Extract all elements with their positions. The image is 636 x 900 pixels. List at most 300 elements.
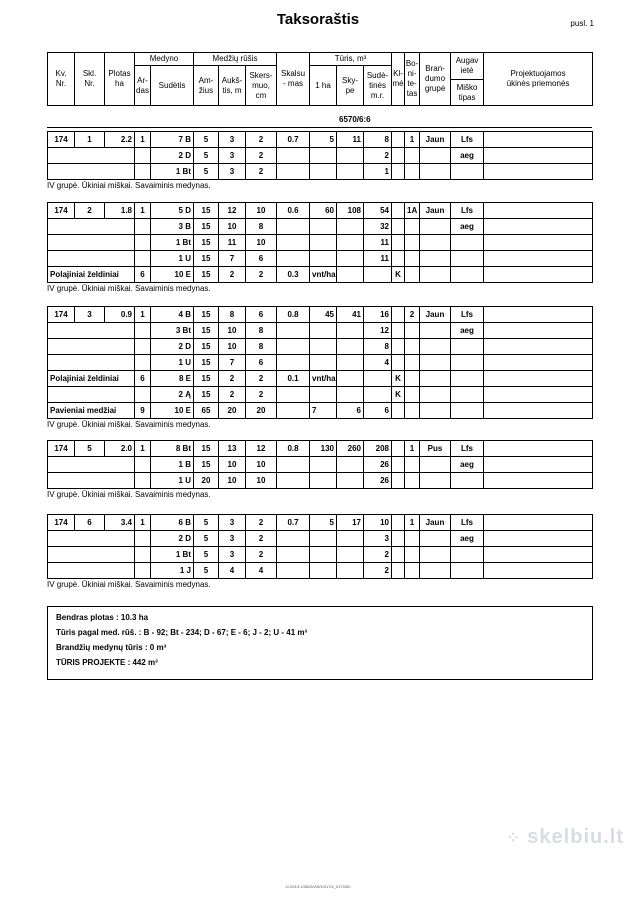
table-cell: 1 Bt [151, 164, 194, 180]
table-cell [310, 531, 337, 547]
table-cell: 1 [135, 132, 151, 148]
table-cell [392, 403, 405, 419]
table-cell [451, 387, 484, 403]
table-cell [392, 235, 405, 251]
table-cell: 7 [219, 355, 246, 371]
table-cell: 8 [246, 339, 277, 355]
table-cell [420, 531, 451, 547]
table-cell: 5 [75, 441, 105, 457]
table-cell [337, 457, 364, 473]
table-cell: 11 [364, 251, 392, 267]
table-cell [310, 251, 337, 267]
table-cell: 1 J [151, 563, 194, 579]
table-cell [420, 547, 451, 563]
table-cell [337, 531, 364, 547]
table-cell [277, 563, 310, 579]
table-cell [392, 203, 405, 219]
table-cell: Lfs [451, 441, 484, 457]
table-cell: 6 [246, 251, 277, 267]
table-cell: 2 D [151, 148, 194, 164]
table-cell [310, 219, 337, 235]
table-cell [277, 323, 310, 339]
table-cell [392, 457, 405, 473]
table-cell [484, 203, 593, 219]
table-cell: 174 [48, 203, 75, 219]
table-cell [484, 371, 593, 387]
table-cell [451, 355, 484, 371]
table-cell: 0.7 [277, 515, 310, 531]
table-row [48, 203, 593, 219]
table-cell: 3 [219, 148, 246, 164]
table-row [48, 148, 593, 164]
header-turis-sudetines: Sudė- tinės m.r. [364, 66, 392, 106]
footer-code: 2/-0213-1/0625/2/6/10/17/1_0170/52 [285, 884, 351, 889]
table-cell [420, 219, 451, 235]
table-cell [405, 531, 420, 547]
table-cell: 2 [219, 387, 246, 403]
table-cell [277, 457, 310, 473]
table-cell: 41 [337, 307, 364, 323]
table-cell [135, 531, 151, 547]
table-cell [451, 403, 484, 419]
table-cell: 0.8 [277, 441, 310, 457]
table-cell [392, 148, 405, 164]
table-cell [48, 339, 135, 355]
header-ardas: Ar- das [135, 66, 151, 106]
table-cell: K [392, 387, 405, 403]
table-cell: 8 [246, 219, 277, 235]
summary-total-area: Bendras plotas : 10.3 ha [56, 613, 149, 622]
table-cell: 6 [246, 307, 277, 323]
table-cell: 260 [337, 441, 364, 457]
table-cell: 15 [194, 355, 219, 371]
group-note: IV grupė. Ūkiniai miškai. Savaiminis medynas. [47, 181, 211, 190]
table-cell: 5 [310, 132, 337, 148]
table-cell [484, 267, 593, 283]
table-cell: 208 [364, 441, 392, 457]
table-cell: 6 [364, 403, 392, 419]
header-turis: Tūris, m³ [310, 53, 392, 66]
group-note: IV grupė. Ūkiniai miškai. Savaiminis medynas. [47, 284, 211, 293]
table-cell: 10 [219, 323, 246, 339]
table-cell [337, 323, 364, 339]
header-amzius: Am- žius [194, 66, 219, 106]
table-cell [392, 355, 405, 371]
table-cell: vnt/ha [310, 267, 337, 283]
table-cell: Polajiniai želdiniai [48, 371, 135, 387]
table-cell: 8 E [151, 371, 194, 387]
table-cell [484, 387, 593, 403]
table-cell: 4 [219, 563, 246, 579]
table-row [48, 457, 593, 473]
table-cell [420, 251, 451, 267]
table-cell: 15 [194, 441, 219, 457]
table-cell: 0.8 [277, 307, 310, 323]
table-cell: 8 Bt [151, 441, 194, 457]
table-cell [451, 371, 484, 387]
header-skersmuo: Skers- muo, cm [246, 66, 277, 106]
table-cell [135, 148, 151, 164]
table-cell: 12 [246, 441, 277, 457]
table-cell [484, 355, 593, 371]
table-cell [451, 563, 484, 579]
table-cell [420, 473, 451, 489]
table-cell [392, 441, 405, 457]
table-cell: Jaun [420, 307, 451, 323]
table-cell [135, 457, 151, 473]
table-cell: 20 [219, 403, 246, 419]
header-augaviete: Augav ietė [451, 53, 484, 80]
table-cell [484, 235, 593, 251]
header-priemones: Projektuojamos ūkinės priemonės [484, 53, 593, 106]
table-row [48, 219, 593, 235]
table-cell: 45 [310, 307, 337, 323]
header-bonitetas: Bo- ni- te- tas [405, 53, 420, 106]
table-cell: aeg [451, 323, 484, 339]
table-cell: Polajiniai želdiniai [48, 267, 135, 283]
table-cell [48, 355, 135, 371]
table-cell: 3 [219, 164, 246, 180]
table-row [48, 307, 593, 323]
table-cell: 174 [48, 307, 75, 323]
table-cell: 10 [246, 203, 277, 219]
header-aukstis: Aukš- tis, m [219, 66, 246, 106]
table-cell: 10 [219, 473, 246, 489]
table-cell [420, 235, 451, 251]
table-cell [484, 441, 593, 457]
table-cell: 54 [364, 203, 392, 219]
table-cell: 174 [48, 441, 75, 457]
page-title: Taksoraštis [276, 11, 360, 28]
table-cell [484, 339, 593, 355]
table-cell: 1 U [151, 473, 194, 489]
table-cell: 15 [194, 251, 219, 267]
table-cell [484, 403, 593, 419]
watermark-logo [506, 826, 624, 849]
table-cell: 65 [194, 403, 219, 419]
table-cell: 5 [194, 547, 219, 563]
table-cell [337, 547, 364, 563]
table-cell [405, 267, 420, 283]
table-cell: 12 [364, 323, 392, 339]
table-cell: 174 [48, 515, 75, 531]
table-cell: 15 [194, 203, 219, 219]
table-cell: 10 [219, 457, 246, 473]
stand-table [47, 306, 593, 419]
table-cell [135, 387, 151, 403]
table-cell: 0.9 [105, 307, 135, 323]
table-cell: 3 [219, 547, 246, 563]
table-row [48, 267, 593, 283]
table-cell [48, 387, 135, 403]
header-turis-1ha: 1 ha [310, 66, 337, 106]
table-cell: 2 [246, 267, 277, 283]
table-cell [135, 323, 151, 339]
table-cell [310, 323, 337, 339]
table-cell [405, 164, 420, 180]
table-cell [420, 371, 451, 387]
table-cell: 15 [194, 457, 219, 473]
table-cell [484, 251, 593, 267]
table-cell: 130 [310, 441, 337, 457]
table-cell [484, 323, 593, 339]
table-cell: 3 [219, 132, 246, 148]
header-medyno: Medyno [135, 53, 194, 66]
table-cell [337, 473, 364, 489]
table-cell [405, 547, 420, 563]
summary-box [47, 606, 593, 680]
header-skl: Skl. Nr. [75, 53, 105, 106]
table-cell: 5 D [151, 203, 194, 219]
table-cell [310, 547, 337, 563]
table-cell: 1 [135, 203, 151, 219]
table-cell: 11 [364, 235, 392, 251]
table-cell: 2 [246, 148, 277, 164]
table-cell [135, 219, 151, 235]
summary-project-volume: TŪRIS PROJEKTE : 442 m³ [56, 658, 158, 667]
table-cell [277, 473, 310, 489]
watermark-text: skelbiu.lt [527, 826, 624, 848]
table-cell: 10 [364, 515, 392, 531]
table-cell: 4 [246, 563, 277, 579]
table-cell: 10 [246, 473, 277, 489]
table-cell: 2 [219, 267, 246, 283]
table-cell: 1 B [151, 457, 194, 473]
table-cell [392, 515, 405, 531]
table-cell: 8 [219, 307, 246, 323]
table-cell: 10 E [151, 403, 194, 419]
table-cell [405, 148, 420, 164]
table-cell: 7 B [151, 132, 194, 148]
table-cell: aeg [451, 531, 484, 547]
table-cell: 0.6 [277, 203, 310, 219]
table-cell [48, 235, 135, 251]
table-cell: 5 [194, 132, 219, 148]
table-cell: 12 [219, 203, 246, 219]
table-cell [337, 267, 364, 283]
table-cell [420, 563, 451, 579]
table-cell: 3 [219, 515, 246, 531]
table-row [48, 355, 593, 371]
table-cell [484, 473, 593, 489]
divider [47, 127, 592, 128]
table-cell: Lfs [451, 203, 484, 219]
table-header [47, 52, 593, 106]
table-cell [277, 387, 310, 403]
table-cell: 6 [135, 267, 151, 283]
table-cell: 0.3 [277, 267, 310, 283]
header-misko-tipas: Miško tipas [451, 80, 484, 106]
table-cell: 5 [194, 563, 219, 579]
table-cell [48, 148, 135, 164]
table-cell: 10 E [151, 267, 194, 283]
table-cell [405, 339, 420, 355]
table-cell [337, 148, 364, 164]
table-cell: 1 [75, 132, 105, 148]
group-note: IV grupė. Ūkiniai miškai. Savaiminis medynas. [47, 490, 211, 499]
table-cell: Lfs [451, 132, 484, 148]
table-cell: 2 D [151, 339, 194, 355]
table-cell: 0.1 [277, 371, 310, 387]
table-cell: 10 [246, 457, 277, 473]
table-row [48, 235, 593, 251]
table-cell: Jaun [420, 132, 451, 148]
table-cell: 15 [194, 323, 219, 339]
table-cell [451, 339, 484, 355]
table-cell: 1 [364, 164, 392, 180]
table-cell: 15 [194, 219, 219, 235]
table-cell [48, 164, 135, 180]
table-cell [392, 251, 405, 267]
table-row [48, 387, 593, 403]
table-cell: 13 [219, 441, 246, 457]
table-cell [337, 355, 364, 371]
table-cell: 8 [364, 132, 392, 148]
table-cell [337, 371, 364, 387]
table-cell [310, 339, 337, 355]
table-cell: 2 [246, 371, 277, 387]
table-cell [310, 473, 337, 489]
table-cell: 2 [246, 132, 277, 148]
table-cell [48, 531, 135, 547]
table-cell: 8 [246, 323, 277, 339]
table-cell [484, 307, 593, 323]
table-cell [484, 132, 593, 148]
table-cell [310, 235, 337, 251]
table-cell: 1.8 [105, 203, 135, 219]
table-cell [405, 387, 420, 403]
table-cell: 2.2 [105, 132, 135, 148]
table-cell [451, 235, 484, 251]
table-cell: Pus [420, 441, 451, 457]
header-turis-sklype: Sky- pe [337, 66, 364, 106]
table-cell [48, 563, 135, 579]
table-cell [420, 267, 451, 283]
table-cell: 4 B [151, 307, 194, 323]
table-cell [48, 219, 135, 235]
table-cell: 2.0 [105, 441, 135, 457]
table-row [48, 164, 593, 180]
table-cell [135, 563, 151, 579]
stand-table [47, 202, 593, 283]
table-cell: 2 [219, 371, 246, 387]
table-cell [392, 547, 405, 563]
table-cell [392, 219, 405, 235]
table-cell: Jaun [420, 203, 451, 219]
table-cell: 7 [310, 403, 337, 419]
kvartalas-code: 6570/6:6 [339, 115, 371, 124]
table-cell [310, 387, 337, 403]
table-cell: 7 [219, 251, 246, 267]
table-cell [405, 403, 420, 419]
table-cell: 1 [405, 515, 420, 531]
table-cell [405, 251, 420, 267]
table-cell: 5 [194, 531, 219, 547]
table-cell [484, 148, 593, 164]
table-cell [135, 339, 151, 355]
table-cell [405, 355, 420, 371]
table-cell [310, 563, 337, 579]
table-row [48, 323, 593, 339]
table-row [48, 339, 593, 355]
table-cell [310, 148, 337, 164]
stand-table [47, 440, 593, 489]
table-cell: 9 [135, 403, 151, 419]
table-cell: K [392, 267, 405, 283]
table-cell [405, 323, 420, 339]
table-cell [484, 563, 593, 579]
table-cell: 11 [337, 132, 364, 148]
table-cell: 108 [337, 203, 364, 219]
table-cell [405, 235, 420, 251]
table-cell [337, 219, 364, 235]
table-cell: 3 [219, 531, 246, 547]
table-cell: 26 [364, 473, 392, 489]
table-cell: Pavieniai medžiai [48, 403, 135, 419]
table-cell: 32 [364, 219, 392, 235]
table-cell: 174 [48, 132, 75, 148]
table-cell: Lfs [451, 307, 484, 323]
table-cell: 11 [219, 235, 246, 251]
table-cell [405, 371, 420, 387]
table-cell [135, 473, 151, 489]
table-cell [277, 531, 310, 547]
table-cell: 3 Bt [151, 323, 194, 339]
header-brandumo: Bran- dumo grupė [420, 53, 451, 106]
table-cell [451, 547, 484, 563]
table-cell [420, 148, 451, 164]
table-cell [337, 387, 364, 403]
table-cell [484, 219, 593, 235]
table-cell: 10 [219, 339, 246, 355]
table-cell [484, 457, 593, 473]
table-cell [48, 251, 135, 267]
table-cell: 10 [246, 235, 277, 251]
table-cell [484, 515, 593, 531]
table-cell: 15 [194, 235, 219, 251]
table-cell: 3 [364, 531, 392, 547]
header-skalsumas: Skalsu - mas [277, 53, 310, 106]
table-cell: 17 [337, 515, 364, 531]
header-klase: Kl- mė [392, 53, 405, 106]
table-cell [310, 457, 337, 473]
table-cell [48, 547, 135, 563]
table-cell: 1 [405, 132, 420, 148]
header-medziu-rusis: Medžių rūšis [194, 53, 277, 66]
table-cell [277, 235, 310, 251]
table-cell: 60 [310, 203, 337, 219]
table-cell [277, 148, 310, 164]
table-cell [451, 251, 484, 267]
table-cell: 5 [194, 148, 219, 164]
table-cell: 2 [364, 563, 392, 579]
table-cell: 15 [194, 387, 219, 403]
table-cell [392, 132, 405, 148]
table-cell [337, 164, 364, 180]
table-cell [451, 267, 484, 283]
page-number: pusl. 1 [570, 19, 594, 28]
table-cell [135, 235, 151, 251]
table-cell: 1A [405, 203, 420, 219]
table-cell [135, 251, 151, 267]
table-cell [420, 457, 451, 473]
table-cell: 6 B [151, 515, 194, 531]
table-cell: K [392, 371, 405, 387]
table-cell: 2 [246, 547, 277, 563]
table-cell [277, 355, 310, 371]
summary-volume-by-species: Tūris pagal med. rūš. : B - 92; Bt - 234; D - 67; E - 6; J - 2; U - 41 m³ [56, 628, 308, 637]
table-cell: vnt/ha [310, 371, 337, 387]
